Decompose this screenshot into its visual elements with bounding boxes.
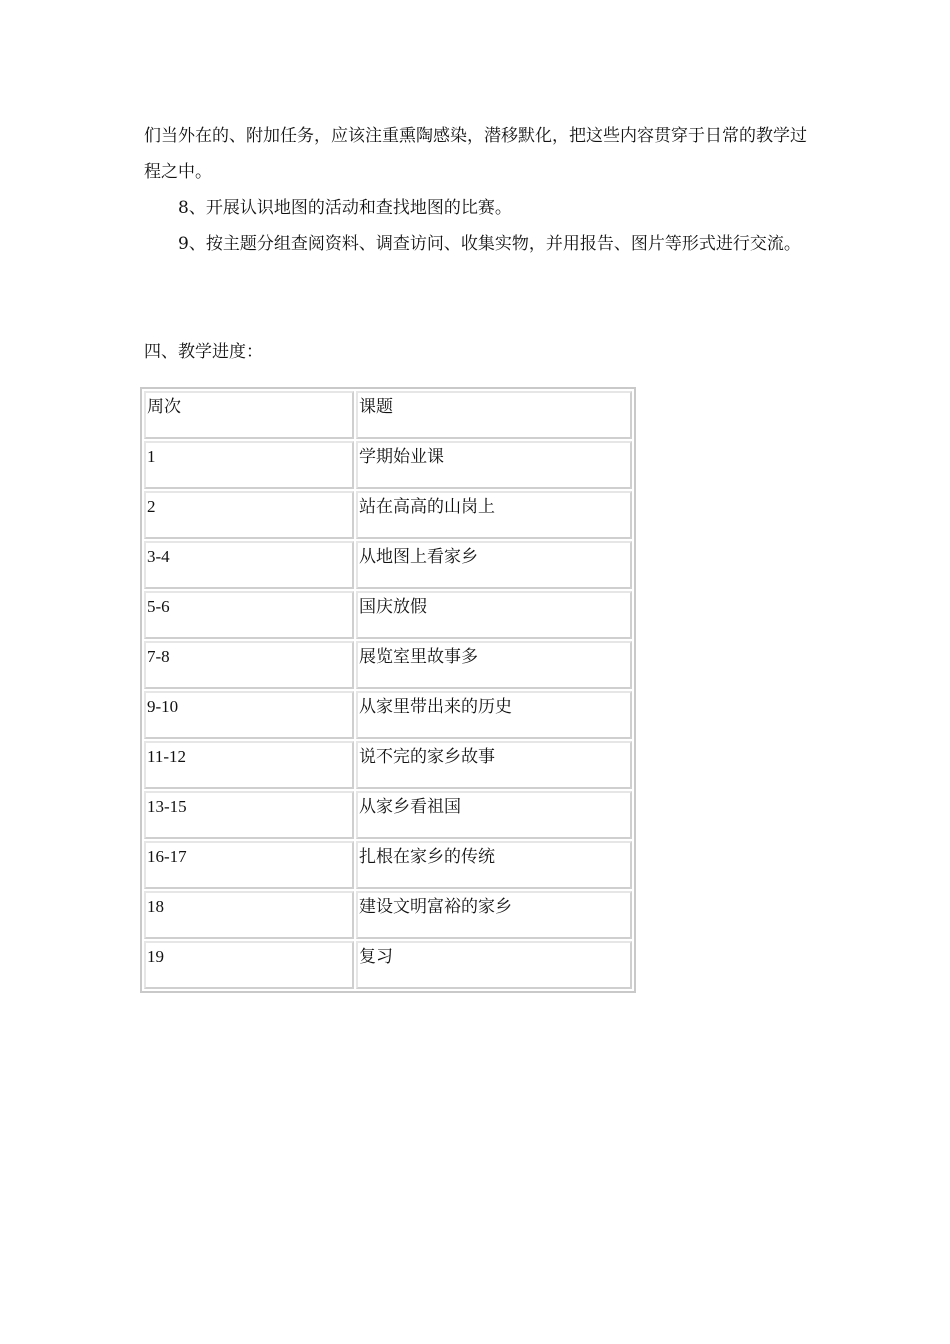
topic-cell: 复习: [356, 941, 632, 989]
table-row: [144, 941, 632, 989]
topic-cell: 从家里带出来的历史: [356, 691, 632, 739]
table-header-row: [144, 391, 632, 439]
schedule-table: [140, 387, 636, 993]
header-cell-week: 周次: [144, 391, 354, 439]
week-cell: 5-6: [144, 591, 354, 639]
topic-cell: 展览室里故事多: [356, 641, 632, 689]
table-row: [144, 441, 632, 489]
topic-cell: 说不完的家乡故事: [356, 741, 632, 789]
week-cell: 3-4: [144, 541, 354, 589]
week-cell: 11-12: [144, 741, 354, 789]
week-cell: 16-17: [144, 841, 354, 889]
week-cell: 13-15: [144, 791, 354, 839]
topic-cell: 站在高高的山岗上: [356, 491, 632, 539]
week-cell: 1: [144, 441, 354, 489]
topic-cell: 学期始业课: [356, 441, 632, 489]
table-row: [144, 891, 632, 939]
table-row: [144, 741, 632, 789]
table-row: [144, 691, 632, 739]
table-row: [144, 541, 632, 589]
week-cell: 7-8: [144, 641, 354, 689]
paragraph-item-8: 8、开展认识地图的活动和查找地图的比赛。: [178, 198, 512, 218]
table-row: [144, 841, 632, 889]
table-row: [144, 791, 632, 839]
paragraph-continuation: 们当外在的、附加任务，应该注重熏陶感染，潜移默化，把这些内容贯穿于日常的教学过程之中。: [144, 126, 807, 182]
table-row: [144, 591, 632, 639]
table-row: [144, 491, 632, 539]
topic-cell: 国庆放假: [356, 591, 632, 639]
week-cell: 18: [144, 891, 354, 939]
topic-cell: 从地图上看家乡: [356, 541, 632, 589]
week-cell: 19: [144, 941, 354, 989]
paragraph-item-9: 9、按主题分组查阅资料、调查访问、收集实物，并用报告、图片等形式进行交流。: [178, 234, 801, 254]
week-cell: 2: [144, 491, 354, 539]
topic-cell: 建设文明富裕的家乡: [356, 891, 632, 939]
table-row: [144, 641, 632, 689]
topic-cell: 从家乡看祖国: [356, 791, 632, 839]
section-heading: 四、教学进度：: [144, 342, 263, 362]
week-cell: 9-10: [144, 691, 354, 739]
topic-cell: 扎根在家乡的传统: [356, 841, 632, 889]
header-cell-topic: 课题: [356, 391, 632, 439]
